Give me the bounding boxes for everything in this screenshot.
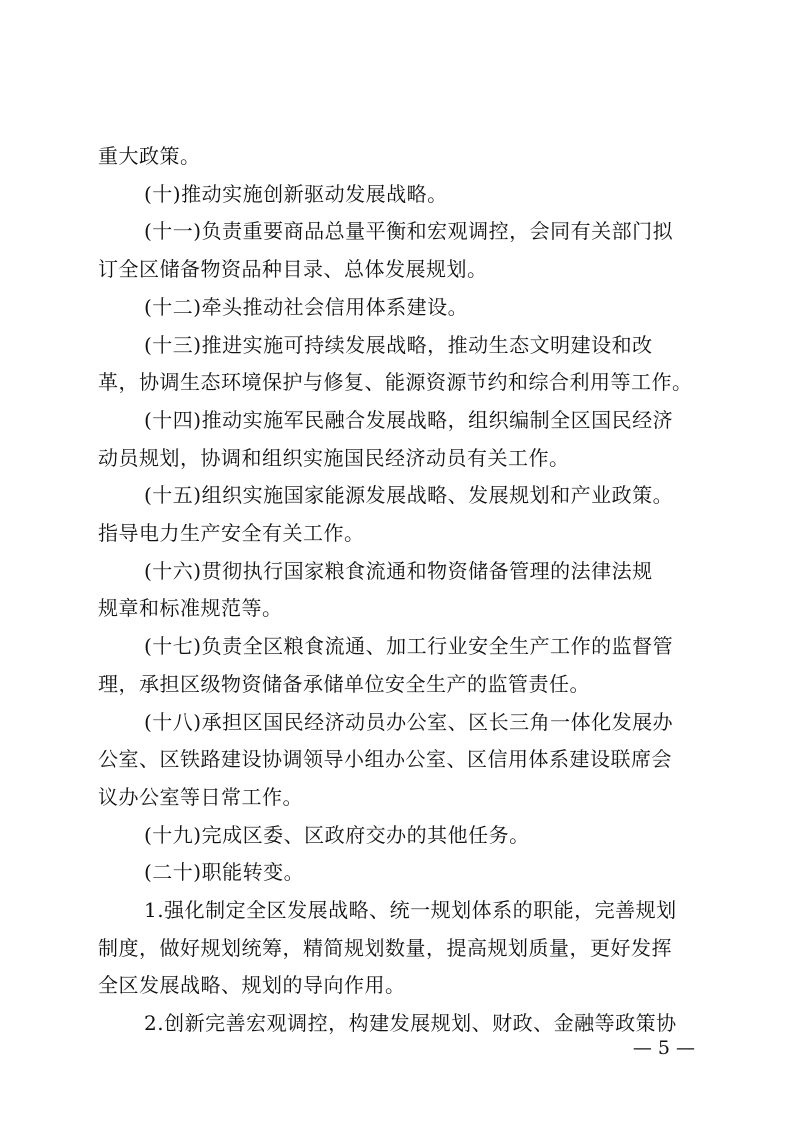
text-line: (十)推动实施创新驱动发展战略。 xyxy=(144,181,448,206)
page-number: — 5 — xyxy=(632,1037,695,1059)
text-line: (十七)负责全区粮食流通、加工行业安全生产工作的监督管 xyxy=(144,634,674,659)
text-line: 2.创新完善宏观调控，构建发展规划、财政、金融等政策协 xyxy=(144,1011,677,1036)
text-line: (十五)组织实施国家能源发展战略、发展规划和产业政策。 xyxy=(144,483,674,508)
text-line: (十六)贯彻执行国家粮食流通和物资储备管理的法律法规 xyxy=(144,558,653,583)
text-line: (十三)推进实施可持续发展战略，推动生态文明建设和改 xyxy=(144,332,653,357)
text-line: 理，承担区级物资储备承储单位安全生产的监管责任。 xyxy=(98,671,590,696)
text-line: 革，协调生态环境保护与修复、能源资源节约和综合利用等工作。 xyxy=(98,370,693,395)
text-line: 公室、区铁路建设协调领导小组办公室、区信用体系建设联席会 xyxy=(98,747,672,772)
text-line: (十二)牵头推动社会信用体系建设。 xyxy=(144,294,469,319)
text-line: 全区发展战略、规划的导向作用。 xyxy=(98,973,406,998)
text-line: (十四)推动实施军民融合发展战略，组织编制全区国民经济 xyxy=(144,407,674,432)
text-line: 1.强化制定全区发展战略、统一规划体系的职能，完善规划 xyxy=(144,898,677,922)
text-line: (十八)承担区国民经济动员办公室、区长三角一体化发展办 xyxy=(144,709,674,734)
text-line: (十一)负责重要商品总量平衡和宏观调控，会同有关部门拟 xyxy=(144,219,674,244)
text-line: 指导电力生产安全有关工作。 xyxy=(98,521,365,545)
text-line: 制度，做好规划统筹，精简规划数量，提高规划质量，更好发挥 xyxy=(98,935,672,960)
text-line: 订全区储备物资品种目录、总体发展规划。 xyxy=(98,257,488,282)
text-line: 重大政策。 xyxy=(98,144,201,168)
text-line: 规章和标准规范等。 xyxy=(98,596,283,621)
text-line: (十九)完成区委、区政府交办的其他任务。 xyxy=(144,822,530,847)
text-line: 动员规划，协调和组织实施国民经济动员有关工作。 xyxy=(98,445,570,470)
text-line: 议办公室等日常工作。 xyxy=(98,784,303,809)
text-line: (二十)职能转变。 xyxy=(144,860,305,885)
